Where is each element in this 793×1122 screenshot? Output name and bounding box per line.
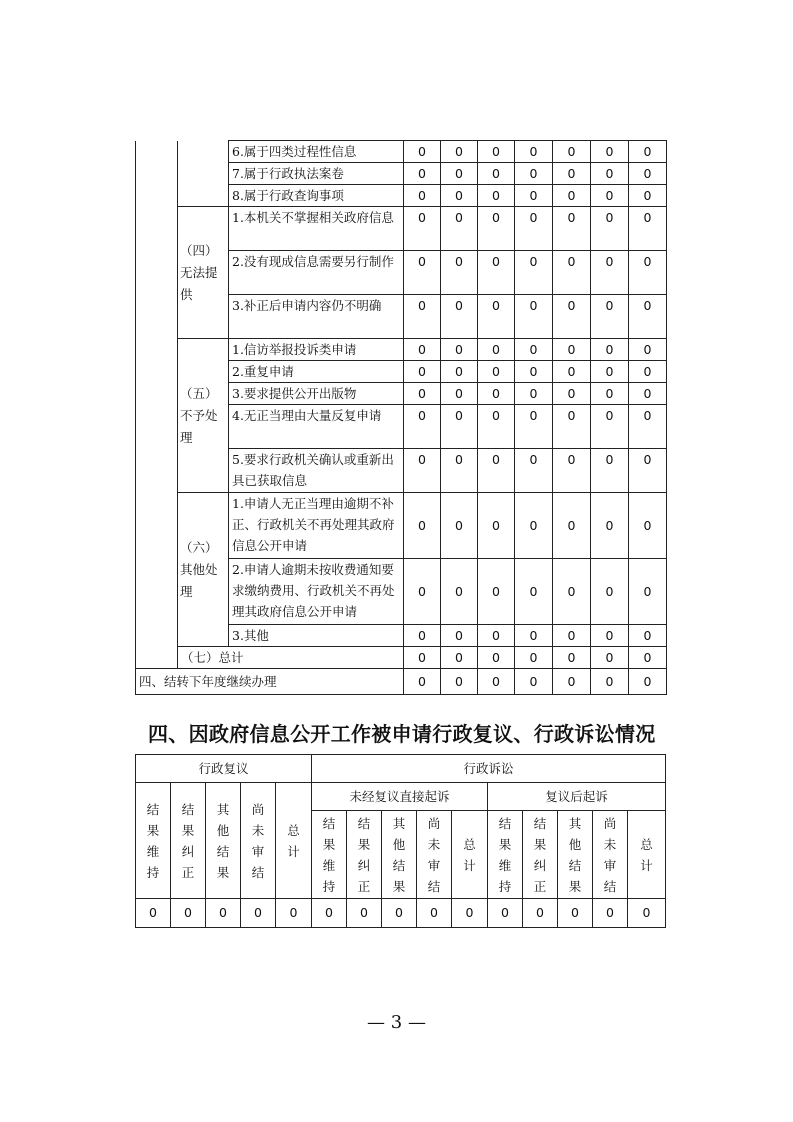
value-cell: 0 bbox=[629, 383, 667, 405]
value-cell: 0 bbox=[591, 251, 629, 295]
value-cell: 0 bbox=[382, 899, 417, 928]
value-cell: 0 bbox=[553, 405, 591, 449]
value-cell: 0 bbox=[241, 899, 276, 928]
after-review-header: 复议后起诉 bbox=[488, 783, 666, 811]
value-cell: 0 bbox=[478, 383, 515, 405]
carryover-label: 四、结转下年度继续办理 bbox=[136, 669, 404, 695]
value-cell: 0 bbox=[441, 163, 478, 185]
row-label: 1.信访举报投诉类申请 bbox=[229, 339, 404, 361]
value-cell: 0 bbox=[553, 251, 591, 295]
value-cell: 0 bbox=[404, 207, 441, 251]
value-cell: 0 bbox=[591, 361, 629, 383]
row-label: 3.其他 bbox=[229, 625, 404, 647]
value-cell: 0 bbox=[629, 647, 667, 669]
total-label: （七）总计 bbox=[178, 647, 404, 669]
value-cell: 0 bbox=[404, 163, 441, 185]
value-cell: 0 bbox=[441, 185, 478, 207]
value-cell: 0 bbox=[515, 449, 553, 493]
group5-label: （五）不予处理 bbox=[178, 339, 229, 493]
value-cell: 0 bbox=[558, 899, 593, 928]
value-cell: 0 bbox=[441, 449, 478, 493]
value-cell: 0 bbox=[441, 559, 478, 625]
value-cell: 0 bbox=[591, 647, 629, 669]
value-cell: 0 bbox=[478, 361, 515, 383]
value-cell: 0 bbox=[404, 361, 441, 383]
row-label: 2.没有现成信息需要另行制作 bbox=[229, 251, 404, 295]
table-row bbox=[136, 141, 667, 163]
litigation-col-header: 结 果 维 持 bbox=[488, 811, 523, 899]
value-cell: 0 bbox=[404, 141, 441, 163]
value-cell: 0 bbox=[629, 163, 667, 185]
value-cell: 0 bbox=[478, 251, 515, 295]
value-cell: 0 bbox=[515, 251, 553, 295]
value-cell: 0 bbox=[629, 339, 667, 361]
litigation-col-header: 总 计 bbox=[628, 811, 666, 899]
value-cell: 0 bbox=[553, 449, 591, 493]
value-cell: 0 bbox=[441, 383, 478, 405]
value-cell: 0 bbox=[441, 339, 478, 361]
value-cell: 0 bbox=[593, 899, 628, 928]
table-row bbox=[136, 493, 667, 559]
table-row bbox=[136, 207, 667, 251]
value-cell: 0 bbox=[404, 295, 441, 339]
value-cell: 0 bbox=[404, 405, 441, 449]
value-cell: 0 bbox=[628, 899, 666, 928]
section-title: 四、因政府信息公开工作被申请行政复议、行政诉讼情况 bbox=[148, 722, 656, 746]
value-cell: 0 bbox=[441, 251, 478, 295]
value-cell: 0 bbox=[591, 339, 629, 361]
row-label: 3.补正后申请内容仍不明确 bbox=[229, 295, 404, 339]
value-cell: 0 bbox=[404, 185, 441, 207]
value-cell: 0 bbox=[136, 899, 171, 928]
value-cell: 0 bbox=[629, 251, 667, 295]
value-cell: 0 bbox=[478, 625, 515, 647]
value-cell: 0 bbox=[553, 295, 591, 339]
value-cell: 0 bbox=[553, 559, 591, 625]
review-litigation-table bbox=[135, 754, 666, 928]
carryover-row bbox=[136, 669, 667, 695]
value-cell: 0 bbox=[441, 405, 478, 449]
value-cell: 0 bbox=[312, 899, 347, 928]
litigation-col-header: 尚 未 审 结 bbox=[593, 811, 628, 899]
value-cell: 0 bbox=[515, 383, 553, 405]
admin-litigation-header: 行政诉讼 bbox=[312, 755, 666, 783]
admin-review-header: 行政复议 bbox=[136, 755, 312, 783]
value-cell: 0 bbox=[276, 899, 312, 928]
row-label: 4.无正当理由大量反复申请 bbox=[229, 405, 404, 449]
value-cell: 0 bbox=[478, 647, 515, 669]
value-cell: 0 bbox=[629, 207, 667, 251]
value-cell: 0 bbox=[478, 207, 515, 251]
value-cell: 0 bbox=[591, 559, 629, 625]
value-cell: 0 bbox=[404, 493, 441, 559]
value-cell: 0 bbox=[404, 559, 441, 625]
value-cell: 0 bbox=[515, 405, 553, 449]
value-cell: 0 bbox=[515, 647, 553, 669]
row-label: 7.属于行政执法案卷 bbox=[229, 163, 404, 185]
review-col-header: 尚 未 审 结 bbox=[241, 783, 276, 899]
group3-cell bbox=[178, 141, 229, 207]
value-cell: 0 bbox=[488, 899, 523, 928]
value-cell: 0 bbox=[591, 405, 629, 449]
value-cell: 0 bbox=[478, 449, 515, 493]
value-cell: 0 bbox=[404, 625, 441, 647]
review-col-header: 结 果 维 持 bbox=[136, 783, 171, 899]
litigation-col-header: 结 果 纠 正 bbox=[523, 811, 558, 899]
value-cell: 0 bbox=[478, 339, 515, 361]
value-cell: 0 bbox=[515, 163, 553, 185]
value-cell: 0 bbox=[629, 449, 667, 493]
value-cell: 0 bbox=[515, 185, 553, 207]
value-cell: 0 bbox=[553, 163, 591, 185]
value-cell: 0 bbox=[523, 899, 558, 928]
value-cell: 0 bbox=[478, 185, 515, 207]
value-cell: 0 bbox=[591, 669, 629, 695]
value-cell: 0 bbox=[629, 405, 667, 449]
value-cell: 0 bbox=[478, 493, 515, 559]
value-cell: 0 bbox=[404, 449, 441, 493]
value-cell: 0 bbox=[591, 625, 629, 647]
row-label: 3.要求提供公开出版物 bbox=[229, 383, 404, 405]
litigation-col-header: 其 他 结 果 bbox=[558, 811, 593, 899]
litigation-col-header: 尚 未 审 结 bbox=[417, 811, 452, 899]
row-label: 1.本机关不掌握相关政府信息 bbox=[229, 207, 404, 251]
outer-category-cell bbox=[136, 141, 178, 669]
value-cell: 0 bbox=[629, 141, 667, 163]
value-cell: 0 bbox=[553, 383, 591, 405]
group4-label: （四）无法提供 bbox=[178, 207, 229, 339]
value-cell: 0 bbox=[441, 141, 478, 163]
value-cell: 0 bbox=[553, 207, 591, 251]
value-cell: 0 bbox=[553, 361, 591, 383]
total-row bbox=[136, 647, 667, 669]
page-number: — 3 — bbox=[367, 1012, 426, 1033]
value-cell: 0 bbox=[629, 493, 667, 559]
value-cell: 0 bbox=[441, 295, 478, 339]
review-col-header: 总 计 bbox=[276, 783, 312, 899]
value-cell: 0 bbox=[553, 625, 591, 647]
value-cell: 0 bbox=[515, 669, 553, 695]
value-cell: 0 bbox=[629, 625, 667, 647]
table-row bbox=[136, 339, 667, 361]
value-cell: 0 bbox=[515, 141, 553, 163]
row-label: 8.属于行政查询事项 bbox=[229, 185, 404, 207]
value-cell: 0 bbox=[591, 141, 629, 163]
value-cell: 0 bbox=[553, 493, 591, 559]
group6-label: （六）其他处理 bbox=[178, 493, 229, 647]
application-handling-table bbox=[135, 140, 667, 695]
value-cell: 0 bbox=[591, 207, 629, 251]
value-cell: 0 bbox=[441, 361, 478, 383]
value-cell: 0 bbox=[553, 647, 591, 669]
value-cell: 0 bbox=[629, 559, 667, 625]
value-cell: 0 bbox=[591, 185, 629, 207]
value-cell: 0 bbox=[515, 339, 553, 361]
value-cell: 0 bbox=[478, 559, 515, 625]
row-label: 5.要求行政机关确认或重新出具已获取信息 bbox=[229, 449, 404, 493]
value-cell: 0 bbox=[515, 207, 553, 251]
value-cell: 0 bbox=[553, 185, 591, 207]
value-cell: 0 bbox=[206, 899, 241, 928]
value-cell: 0 bbox=[478, 669, 515, 695]
value-cell: 0 bbox=[515, 559, 553, 625]
value-cell: 0 bbox=[404, 251, 441, 295]
row-label: 6.属于四类过程性信息 bbox=[229, 141, 404, 163]
value-cell: 0 bbox=[171, 899, 206, 928]
value-cell: 0 bbox=[441, 647, 478, 669]
value-cell: 0 bbox=[404, 647, 441, 669]
value-cell: 0 bbox=[553, 669, 591, 695]
value-cell: 0 bbox=[591, 295, 629, 339]
value-cell: 0 bbox=[404, 339, 441, 361]
value-cell: 0 bbox=[591, 163, 629, 185]
row-label: 1.申请人无正当理由逾期不补正、行政机关不再处理其政府信息公开申请 bbox=[229, 493, 404, 559]
value-cell: 0 bbox=[478, 405, 515, 449]
value-cell: 0 bbox=[515, 625, 553, 647]
value-cell: 0 bbox=[515, 493, 553, 559]
value-cell: 0 bbox=[441, 669, 478, 695]
value-cell: 0 bbox=[515, 295, 553, 339]
row-label: 2.重复申请 bbox=[229, 361, 404, 383]
value-cell: 0 bbox=[629, 295, 667, 339]
value-cell: 0 bbox=[441, 493, 478, 559]
direct-suit-header: 未经复议直接起诉 bbox=[312, 783, 488, 811]
value-cell: 0 bbox=[591, 493, 629, 559]
value-cell: 0 bbox=[515, 361, 553, 383]
value-cell: 0 bbox=[441, 625, 478, 647]
value-cell: 0 bbox=[591, 383, 629, 405]
litigation-col-header: 结 果 维 持 bbox=[312, 811, 347, 899]
value-cell: 0 bbox=[591, 449, 629, 493]
value-cell: 0 bbox=[441, 207, 478, 251]
value-cell: 0 bbox=[452, 899, 488, 928]
review-col-header: 结 果 纠 正 bbox=[171, 783, 206, 899]
value-cell: 0 bbox=[553, 141, 591, 163]
value-cell: 0 bbox=[404, 669, 441, 695]
litigation-col-header: 结 果 纠 正 bbox=[347, 811, 382, 899]
value-cell: 0 bbox=[478, 141, 515, 163]
review-col-header: 其 他 结 果 bbox=[206, 783, 241, 899]
value-cell: 0 bbox=[478, 163, 515, 185]
value-cell: 0 bbox=[629, 669, 667, 695]
value-cell: 0 bbox=[629, 185, 667, 207]
value-cell: 0 bbox=[629, 361, 667, 383]
value-cell: 0 bbox=[553, 339, 591, 361]
litigation-col-header: 其 他 结 果 bbox=[382, 811, 417, 899]
value-cell: 0 bbox=[417, 899, 452, 928]
value-cell: 0 bbox=[478, 295, 515, 339]
value-cell: 0 bbox=[347, 899, 382, 928]
value-cell: 0 bbox=[404, 383, 441, 405]
litigation-col-header: 总 计 bbox=[452, 811, 488, 899]
row-label: 2.申请人逾期未按收费通知要求缴纳费用、行政机关不再处理其政府信息公开申请 bbox=[229, 559, 404, 625]
